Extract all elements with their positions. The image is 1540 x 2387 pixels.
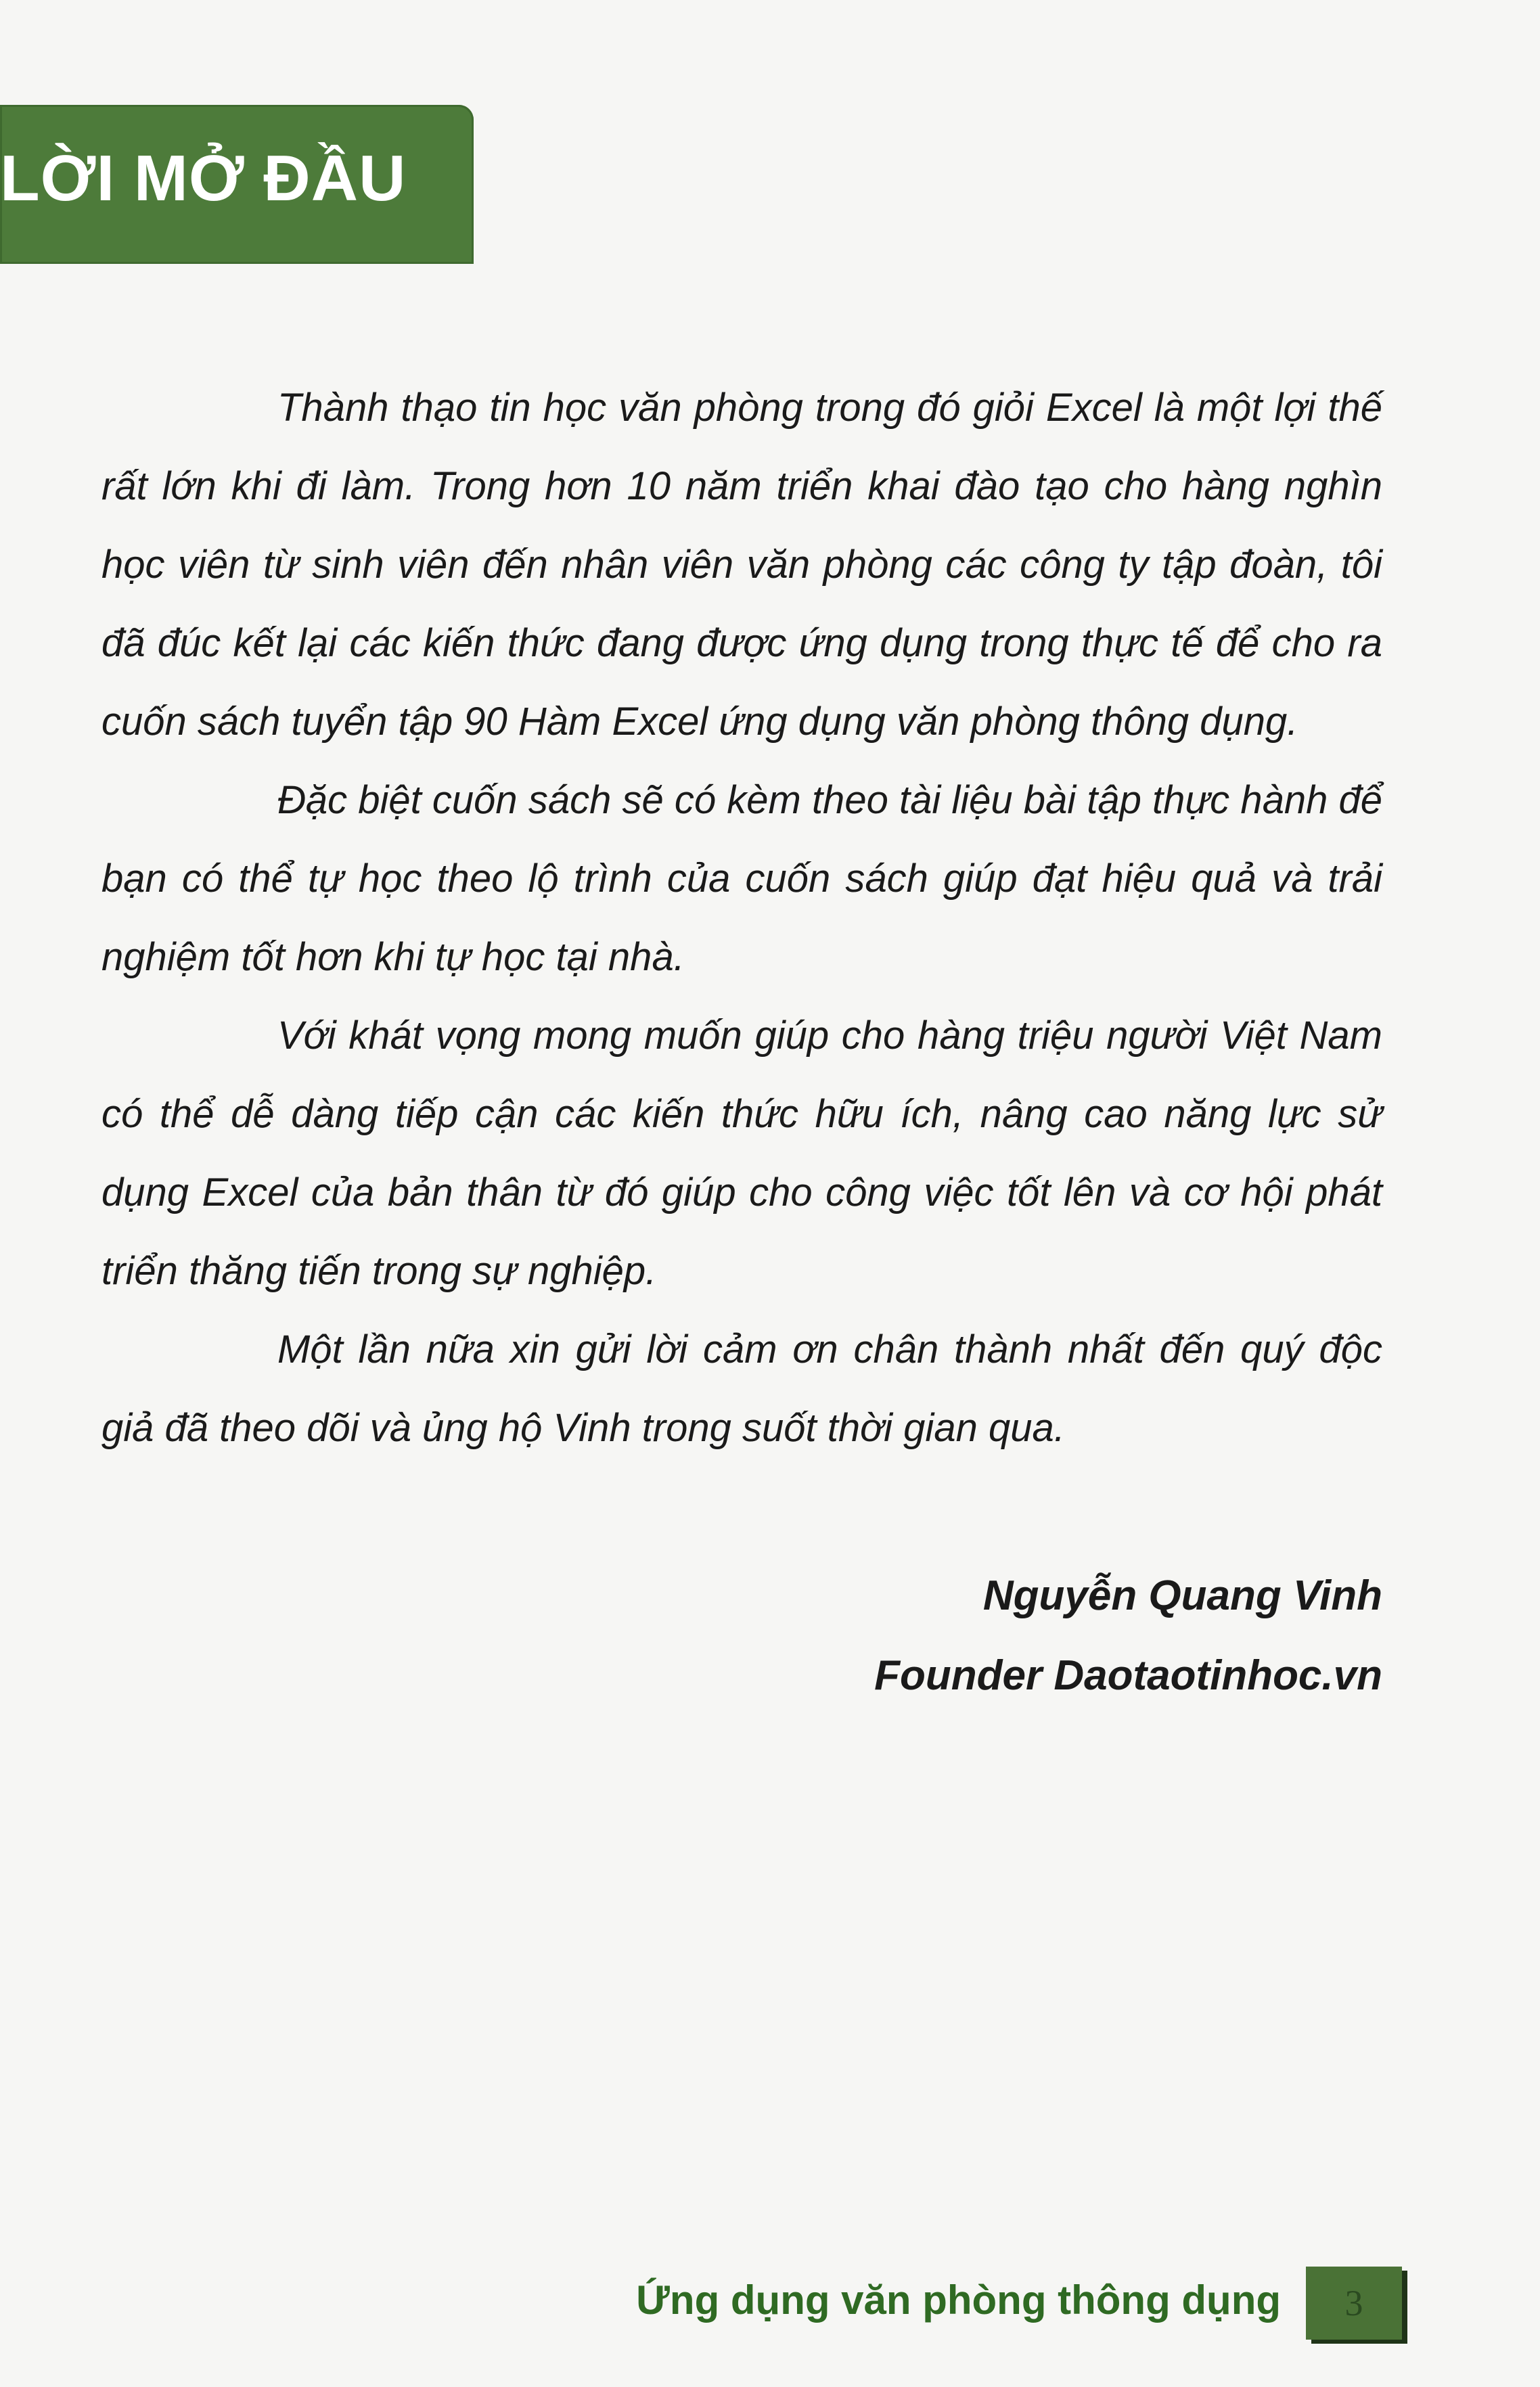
chapter-title: LỜI MỞ ĐẦU [0,142,407,214]
paragraph: Đặc biệt cuốn sách sẽ có kèm theo tài liệu bài tập thực hành để bạn có thể tự học theo lộ trình của cuốn sách giúp đạt hiệu quả và trải nghiệm tốt hơn khi tự học tại nhà. [101,778,1382,979]
preface-body [101,369,1382,1468]
paragraph: Với khát vọng mong muốn giúp cho hàng triệu người Việt Nam có thể dễ dàng tiếp cận các kiến thức hữu ích, nâng cao năng lực sử dụng Excel của bản thân từ đó giúp cho công việc tốt lên và cơ hội phát triển thăng tiến trong sự nghiệp. [101,1014,1382,1293]
paragraph: Một lần nữa xin gửi lời cảm ơn chân thành nhất đến quý độc giả đã theo dõi và ủng hộ Vinh trong suốt thời gian qua. [101,1327,1382,1450]
running-footer-title: Ứng dụng văn phòng thông dụng [636,2277,1281,2323]
page-number: 3 [1344,2283,1363,2323]
author-name: Nguyễn Quang Vinh [982,1572,1382,1619]
paragraph: Thành thạo tin học văn phòng trong đó giỏi Excel là một lợi thế rất lớn khi đi làm. Trong hơn 10 năm triển khai đào tạo cho hàng nghìn học viên từ sinh viên đến nhân viên văn phòng các công ty tập đoàn, tôi đã đúc kết lại các kiến thức đang được ứng dụng trong thực tế để cho ra cuốn sách tuyển tập 90 Hàm Excel ứng dụng văn phòng thông dụng. [101,386,1382,744]
author-signature [874,1556,1382,1716]
author-role: Founder Daotaotinhoc.vn [874,1652,1382,1699]
page-number-box [1306,2267,1402,2340]
